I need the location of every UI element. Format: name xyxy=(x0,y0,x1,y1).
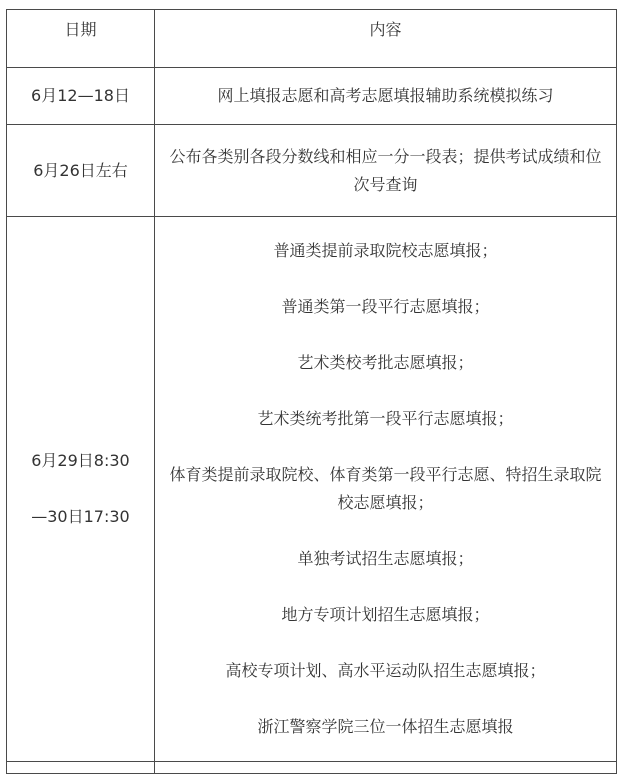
content-cell: 网上填报志愿和高考志愿填报辅助系统模拟练习 xyxy=(155,68,617,125)
content-item: 艺术类校考批志愿填报； xyxy=(297,353,474,372)
date-cell: 6月12—18日 xyxy=(7,68,155,125)
content-item: 地方专项计划招生志愿填报； xyxy=(281,605,490,624)
content-item: 浙江警察学院三位一体招生志愿填报 xyxy=(257,717,514,736)
table-row xyxy=(7,217,617,762)
table-row xyxy=(7,68,617,125)
date-cell-empty xyxy=(7,762,155,774)
date-cell xyxy=(7,217,155,762)
table-header-row xyxy=(7,10,617,68)
date-cell: 6月26日左右 xyxy=(7,125,155,217)
content-item: 普通类第一段平行志愿填报； xyxy=(281,297,490,316)
content-item: 单独考试招生志愿填报； xyxy=(297,549,474,568)
content-cell xyxy=(155,217,617,762)
content-item: 艺术类统考批第一段平行志愿填报； xyxy=(257,409,514,428)
content-item: 体育类提前录取院校、体育类第一段平行志愿、特招生录取院校志愿填报； xyxy=(169,465,602,512)
content-item: 高校专项计划、高水平运动队招生志愿填报； xyxy=(225,661,546,680)
header-date: 日期 xyxy=(7,10,155,68)
header-content: 内容 xyxy=(155,10,617,68)
content-cell: 公布各类别各段分数线和相应一分一段表；提供考试成绩和位次号查询 xyxy=(155,125,617,217)
content-item: 普通类提前录取院校志愿填报； xyxy=(273,241,498,260)
date-line: 6月29日8:30 xyxy=(31,451,130,470)
content-cell-empty xyxy=(155,762,617,774)
table-row xyxy=(7,125,617,217)
schedule-table xyxy=(6,9,617,774)
table-row-partial xyxy=(7,762,617,774)
date-line: —30日17:30 xyxy=(31,507,130,526)
